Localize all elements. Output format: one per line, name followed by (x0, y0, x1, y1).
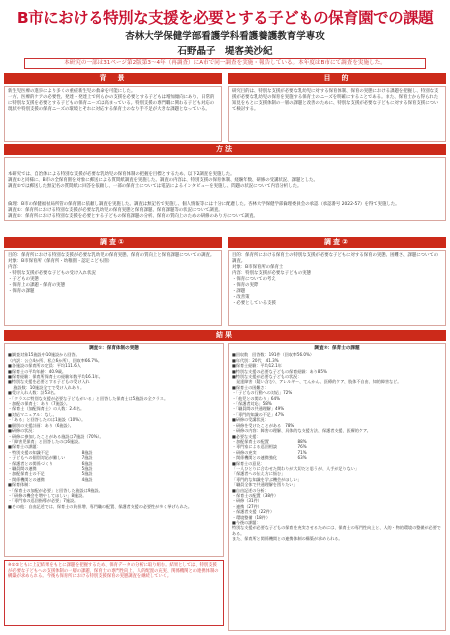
survey2-text: 目的：保育所における保育士の特別な支援が必要な子どもに対する保育の実態、困難さ、課題についての調査。 対象：B市保育所の保育士 内容：特別な支援が必要な子どもの実態 ・保育についての考え ・保育の実際 ・課題 ・改善策 ・必要としている支援 (228, 250, 446, 326)
result1-line: ・「研修の機会を増やしてほしい」8施設。 (8, 492, 87, 498)
result1-line: ■各施設の保育所の定員：平均111.6人 (8, 363, 81, 369)
result2-line: 「一人ひとりに合わせた関わりが大切だと思うが、人手が足りない」 (232, 465, 359, 471)
result1-line: （内訳：公立4か所、私立6か所）、回収率66.7%。 (8, 357, 102, 363)
result2-panel (228, 343, 446, 631)
result1-line: ・「障害児保育」と回答したのは6施設。 (8, 438, 83, 444)
method-box (4, 157, 446, 221)
result1-line: ・「ある」と回答したのは1施設（10%）。 (8, 417, 86, 423)
result1-panel (4, 343, 224, 557)
background-text: 新生児医療の進歩により多くの重症新生児の救命を可能にした。 一方、医療的ケアの必要性、発達・発達上で何らかの支援を必要とする子どもは増加傾向にあり、日常的に特別な支援を必要とする子どもの保育ニーズは高まっている。特別支援の専門職に関わる子ども対応の現状や特別支援の保育ニーズの環境とそれに対応する保育士のなり手不足が大きな課題となっている。 (4, 86, 222, 142)
memo-box: ※①②ともに上記結果をもとに課題を把握するため、保育データの分析に取り組む。結果としては、特別支援が必要な子どもへの支援体制の一層の課題、保育士の専門性向上、人的配置の充実、関係機関との連携体制の構築が求められる。今後も保育所における特別支援保育の実態調査を継続していく。 (4, 560, 224, 626)
result2-line: ・加配保育士の配置 88% (232, 438, 307, 444)
result2-line: ・「子どもの行動への対応」72% (232, 390, 293, 396)
authors: 石野晶子 堤客美沙紀 (177, 46, 273, 57)
method-text: 本研究では、自治体による特別な支援が必要な乳幼児の保育体制の把握を目標とするため、以下2調査を実施した。 調査①と同様に、B市の全保育園を対象に郵送による質問紙調査を実施した。調査の内容は、特別支援の保育体制、経験年数、研修の受講状況、課題とした。 調査②では郵送した無記名の質問紙に回答を依頼し、一部の保育士については電話によるインタビューを実施し、問題の状況について内容分析した。 (8, 172, 318, 189)
result1-line: ・研修に参加したことがある施設は7施設（70%）。 (8, 433, 104, 439)
result2-line: ・研修（31件） (232, 498, 262, 504)
result2-line: ・「他児との関わり」64% (232, 395, 280, 401)
background-header: 背 景 (4, 73, 222, 84)
result1-line: ■個別の支援計画：あり（6施設）。 (8, 422, 74, 428)
result1-line: ・「クラスに特別な支援が必要な子どもがいる」と回答した保育士は5施設の全クラス。 (8, 395, 169, 401)
purpose-text: 研究目的は、特別な支援が必要な乳幼児に対する保育体制、保育の実態における課題を把握し、特別な支援が必要な乳幼児の保育を実施する保育士のニーズを明確にすることである。また、保育士から得られた知見をもとに支援体制の一層の課題と改善のために、特別な支援が必要な子どもに対する保育支援について検討する。 (228, 86, 446, 142)
result1-line: ・加配保育士の不足 5施設 (8, 471, 93, 477)
purpose-header: 目 的 (228, 73, 446, 84)
result2-line: 特別な支援が必要な子どもの保育を充実させるためには、保育士の専門性向上と、人的・物的環境の整備が必要である。 (232, 525, 441, 536)
result1-line: ・関係機関との連携 4施設 (8, 476, 93, 482)
survey1-header: 調査① (4, 237, 222, 248)
method-header: 方法 (4, 144, 446, 155)
result2-line: ・「職員間の共通理解」49% (232, 406, 285, 412)
result2-line: ・研修の内容：障害の理解、具体的な支援方法、保護者支援、医療的ケア。 (232, 428, 371, 434)
result1-line: ■特別な支援を必要とする子どもの受け入れ (8, 379, 90, 385)
result2-line: ・「保護者対応」58% (232, 401, 272, 407)
affiliation: 杏林大学保健学部看護学科看護養護教育学専攻 (125, 31, 325, 42)
results-header: 結果 (4, 330, 446, 341)
result2-line: ■特別な支援の必要な子どもの保育経験：あり85% (232, 368, 327, 374)
result1-line: ・職員間の連携 5施設 (8, 465, 93, 471)
result1-line: ・加配の保育士：あり（7施設）。 (8, 401, 70, 407)
result1-line: ■研修の状況： (8, 428, 37, 434)
result2-line: ・専門家による巡回相談 76% (232, 444, 307, 450)
result2-line: ・保護者支援（22件） (232, 509, 275, 515)
result2-title: 調査②：保育士の課題 (314, 346, 360, 351)
result2-line: ■必要な支援： (232, 433, 261, 439)
result1-line: ・「専門家の巡回指導が必要」7施設。 (8, 498, 79, 504)
result1-line: ■対応マニュアル：なし。 (8, 411, 57, 417)
result2-line: ・研修の充実 71% (232, 449, 307, 455)
result1-line: ・特別支援の知識不足 8施設 (8, 449, 93, 455)
notice-banner: 本研究の一部は31ページ第2版第3〜4年（再調査）にA市で同一調査を実施・報告している。本年度はB市にて調査を実施した。 (24, 58, 426, 69)
result2-line: ・研修を受けたことがある 78% (232, 422, 295, 428)
survey2-header: 調査② (228, 237, 446, 248)
result1-line: ・子どもへの個別対応が難しい 7施設 (8, 455, 93, 461)
result2-line: ■今後の課題： (232, 520, 261, 525)
result2-line: ■自由記述の分析： (232, 487, 269, 493)
result1-line: ■受け入れ人数：計53名。 (8, 390, 59, 396)
poster-title: B市における特別な支援を必要とする子どもの保育園での課題 (16, 9, 434, 27)
result1-lines (8, 352, 220, 509)
result1-line: ■保育士の課題： (8, 444, 41, 450)
result2-line: ■回収数 回答数：191件（回収率56.0%） (232, 352, 314, 358)
result1-line: ・保育士（加配保育士）の人数：2.4名。 (8, 406, 85, 412)
result1-line: ■その他：自由記述では、保育士の負担増、専門職の配置、保護者支援の必要性が多く挙げられた。 (8, 503, 192, 509)
result1-line: ■保育士の平均年齢：40.9歳。 (8, 368, 67, 374)
result1-title: 調査①：保育体制の実態 (89, 346, 139, 351)
ethics-text: 倫理：B市の保健福祉局所管の保育園に依頼し調査を実施した。調査は無記名で実施し、個人情報等には十分に配慮した。杏林大学保健学部倫理委員会の承認（承認番号 2022-57）を得て実施した。 調査①：保育所における特別な支援が必要な乳幼児の保育実態と保育課題、保育課題等の状況について調査。 調査②：保育所における特別な支援を必要とする子どもの保育課題の分析、保育の質向上のための研修のあり方について調査。 (8, 202, 400, 219)
result1-line: ■調査対象15施設中10施設から回答。 (8, 352, 80, 358)
result1-line: ・「保育士の加配が必要」と回答した施設は9施設。 (8, 487, 103, 493)
result2-line: ■研修の受講状況： (232, 417, 269, 423)
result2-line: ・連携（27件） (232, 503, 262, 509)
result2-line: また、保育所と関係機関との連携体制の構築が求められる。 (232, 536, 343, 542)
result2-line: ■保育士経験：平均12.1年 (232, 363, 282, 369)
result2-lines (232, 352, 442, 541)
result2-line: ・環境整備（18件） (232, 514, 270, 520)
result2-line: ■特別な支援が必要な子どもの状況： (232, 374, 302, 380)
result2-line: ■保育士の意見： (232, 460, 265, 466)
result2-line: 「保護者への伝え方に悩む」 (232, 471, 286, 477)
result1-line: ■保育体制： (8, 482, 33, 488)
result2-line: ・保育士の配置（38件） (232, 492, 279, 498)
result2-line: 発達障害（疑い含む）、アレルギー、てんかん、医療的ケア、肢体不自由、知的障害など。 (232, 379, 402, 385)
result2-line: ■年代別：20代 41.3% (232, 357, 279, 363)
result1-line: 施設数：10施設全てで受け入れあり。 (8, 384, 85, 390)
result1-line: ■保育経験：保育所保育士の経験年数平均16.1年。 (8, 374, 103, 380)
result2-line: ・関係機関との連携強化 63% (232, 455, 307, 461)
result2-line: ・「専門的知識の不足」47% (232, 411, 285, 417)
result2-line: 「職員全体で共通理解を図りたい」 (232, 482, 298, 488)
result1-line: ・保護者との関係づくり 6施設 (8, 460, 93, 466)
result2-line: 「専門的な知識を学ぶ機会がほしい」 (232, 476, 302, 482)
survey1-text: 目的：保育所における特別な支援が必要な乳幼児の保育実態、保育の質向上と保育課題についての調査。 対象：B市保育所（保育所・幼稚園・認定こども園） 内容： ・特別な支援が必要な子どもの受け入れ状況 ・子どもの実態 ・保育上の課題・保育の実態 ・保育の課題 (4, 250, 222, 326)
result2-line: ■保育士の困難さ： (232, 384, 269, 390)
